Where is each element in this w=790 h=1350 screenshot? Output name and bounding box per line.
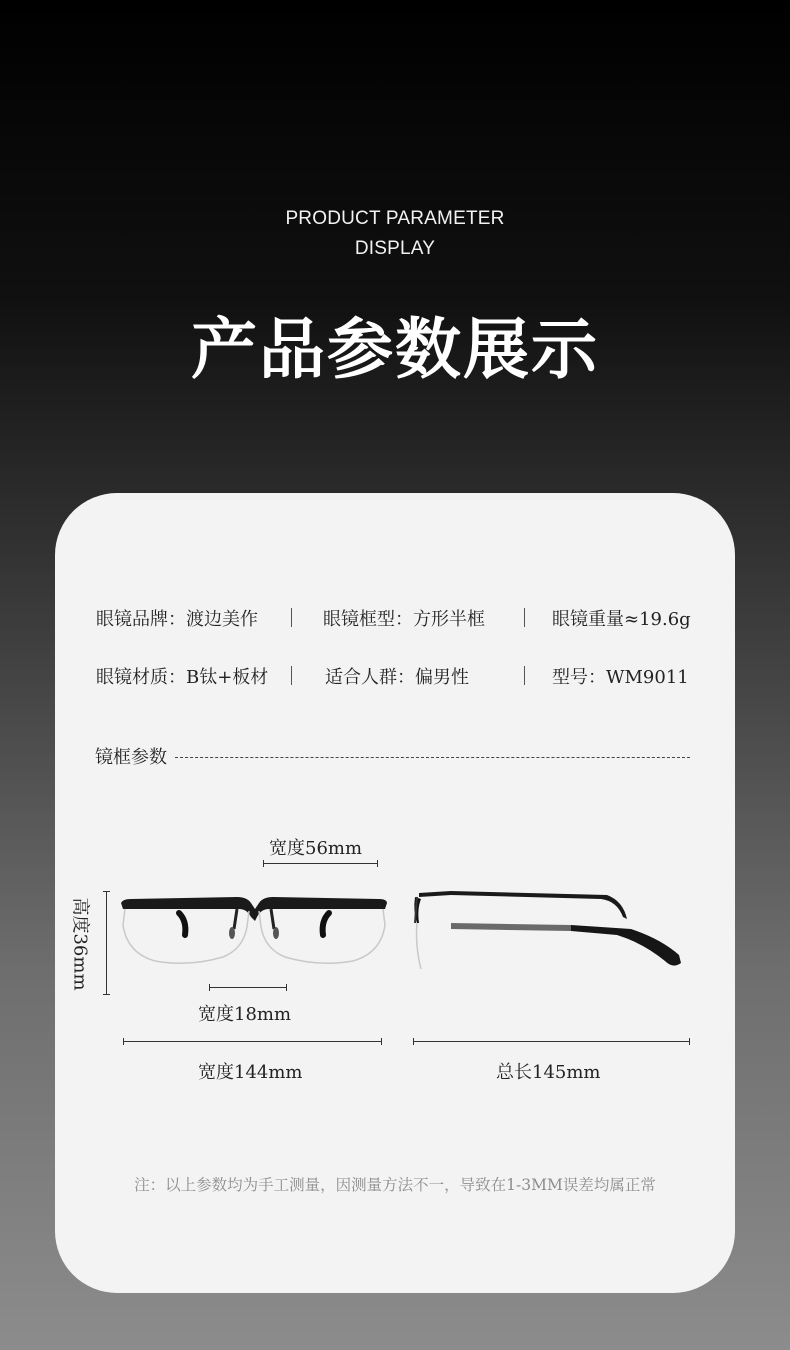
lens-width-line [263, 863, 378, 864]
separator [291, 666, 292, 685]
tick [103, 994, 110, 995]
total-length-label: 总长145mm [496, 1062, 601, 1083]
parameter-card [55, 493, 735, 1293]
tick [381, 1038, 382, 1045]
tick [377, 860, 378, 867]
tick [263, 860, 264, 867]
total-width-line [123, 1041, 382, 1042]
spec-frame-type: 眼镜框型：方形半框 [323, 609, 485, 630]
glasses-front-icon [119, 891, 389, 971]
header-en-line2: DISPLAY [354, 238, 436, 259]
spec-audience: 适合人群：偏男性 [325, 667, 469, 688]
tick [286, 984, 287, 991]
total-width-label: 宽度144mm [198, 1062, 303, 1083]
tick [103, 891, 110, 892]
spec-brand: 眼镜品牌：渡边美作 [96, 609, 258, 630]
header-en-line1: PRODUCT PARAMETER [285, 208, 505, 229]
spec-model: 型号：WM9011 [552, 667, 689, 688]
tick [209, 984, 210, 991]
separator [524, 666, 525, 685]
separator [291, 608, 292, 627]
tick [123, 1038, 124, 1045]
total-length-line [413, 1041, 690, 1042]
frame-params-heading: 镜框参数 [95, 747, 167, 768]
measurement-note: 注：以上参数均为手工测量，因测量方法不一，导致在1-3MM误差均属正常 [134, 1176, 656, 1194]
bridge-width-line [209, 987, 287, 988]
dashed-divider [175, 757, 690, 758]
lens-height-label: 高度36mm [69, 897, 91, 991]
tick [689, 1038, 690, 1045]
separator [524, 608, 525, 627]
tick [413, 1038, 414, 1045]
page-title: 产品参数展示 [191, 311, 599, 388]
spec-weight: 眼镜重量≈19.6g [552, 609, 691, 630]
lens-height-line [106, 891, 107, 995]
bridge-width-label: 宽度18mm [198, 1004, 292, 1025]
spec-material: 眼镜材质：B钛+板材 [96, 667, 269, 688]
lens-width-label: 宽度56mm [269, 838, 363, 859]
glasses-side-icon [411, 889, 691, 979]
